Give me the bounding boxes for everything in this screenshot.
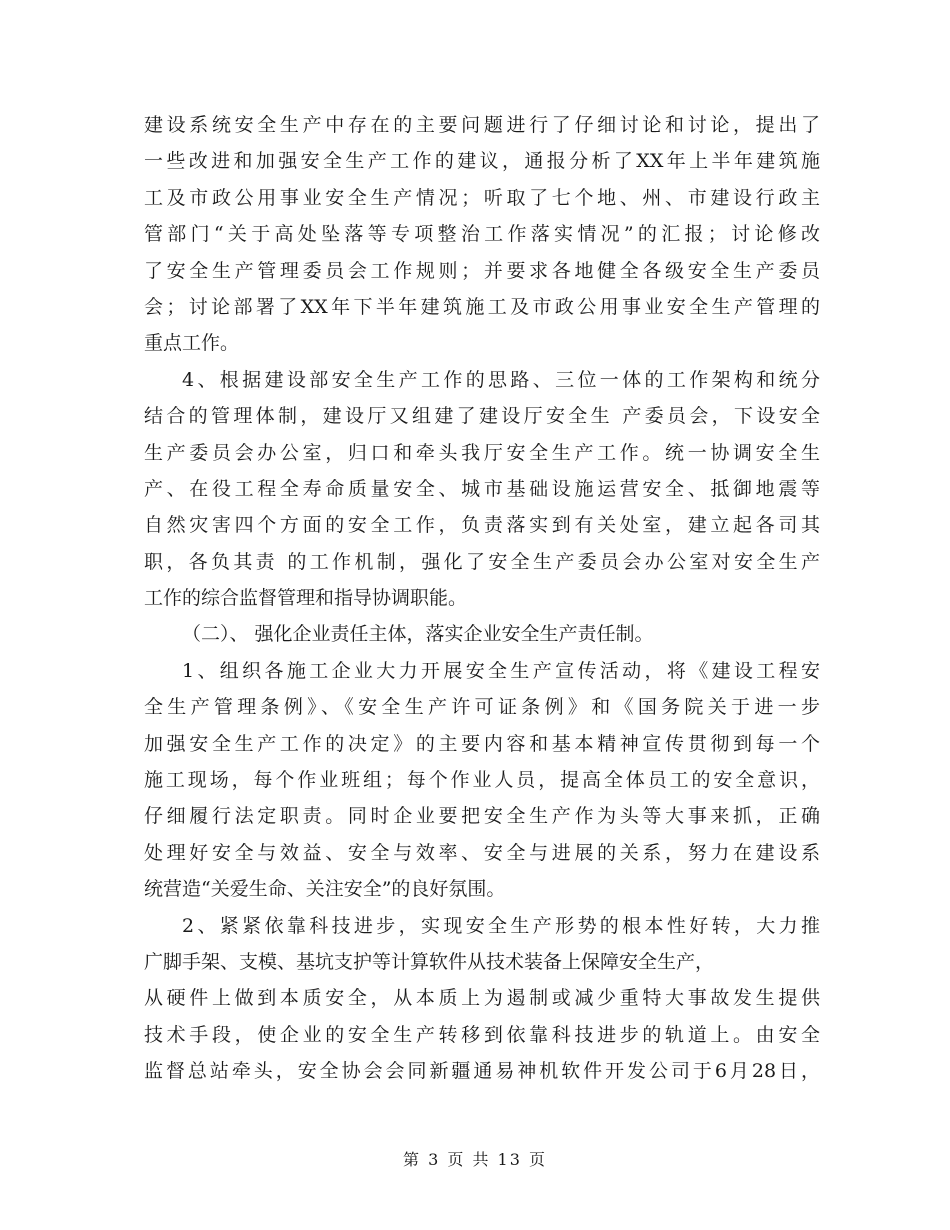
text-line: 监督总站牵头，安全协会会同新疆通易神机软件开发公司于6月28日，: [144, 1060, 820, 1083]
text-line: 重点工作。: [144, 332, 240, 355]
text-line: 全生产管理条例》、《安全生产许可证条例》和《国务院关于进一步: [144, 696, 820, 719]
text-line: 一些改进和加强安全生产工作的建议，通报分析了XX年上半年建筑施: [144, 150, 820, 173]
text-line: 生产委员会办公室，归口和牵头我厅安全生产工作。统一协调安全生: [144, 441, 820, 464]
text-line: 管部门“关于高处坠落等专项整治工作落实情况”的汇报；讨论修改: [144, 223, 820, 246]
text-line: 仔细履行法定职责。同时企业要把安全生产作为头等大事来抓，正确: [144, 805, 820, 828]
text-line: 处理好安全与效益、安全与效率、安全与进展的关系，努力在建设系: [144, 841, 820, 864]
page-footer: 第 3 页 共 13 页: [403, 1150, 547, 1169]
text-line: 建设系统安全生产中存在的主要问题进行了仔细讨论和讨论，提出了: [144, 114, 820, 136]
text-line: 统营造“关爱生命、关注安全”的良好氛围。: [144, 878, 506, 901]
text-line: 工作的综合监督管理和指导协调职能。: [144, 587, 468, 610]
text-line: 了安全生产管理委员会工作规则；并要求各地健全各级安全生产委员: [144, 259, 820, 282]
text-line: 施工现场，每个作业班组；每个作业人员，提高全体员工的安全意识，: [144, 769, 820, 792]
text-line: 4、根据建设部安全生产工作的思路、三位一体的工作架构和统分: [182, 368, 820, 391]
text-line: 从硬件上做到本质安全，从本质上为遏制或减少重特大事故发生提供: [144, 987, 820, 1010]
text-line: 广脚手架、支模、基坑支护等计算软件从技术装备上保障安全生产，: [144, 950, 715, 973]
text-line: （二）、 强化企业责任主体，落实企业安全生产责任制。: [182, 623, 654, 646]
text-line: 职，各负其责 的工作机制，强化了安全生产委员会办公室对安全生产: [144, 550, 820, 573]
text-line: 会；讨论部署了XX年下半年建筑施工及市政公用事业安全生产管理的: [144, 295, 820, 318]
text-line: 结合的管理体制，建设厅又组建了建设厅安全生 产委员会，下设安全: [144, 405, 820, 428]
text-line: 1、组织各施工企业大力开展安全生产宣传活动，将《建设工程安: [182, 659, 820, 682]
text-line: 产、在役工程全寿命质量安全、城市基础设施运营安全、抵御地震等: [144, 477, 820, 500]
body-text: [144, 107, 820, 1090]
text-line: 工及市政公用事业安全生产情况；听取了七个地、州、市建设行政主: [144, 186, 820, 209]
text-line: 技术手段，使企业的安全生产转移到依靠科技进步的轨道上。由安全: [144, 1023, 820, 1046]
text-line: 自然灾害四个方面的安全工作，负责落实到有关处室，建立起各司其: [144, 514, 820, 537]
text-line: 2、紧紧依靠科技进步，实现安全生产形势的根本性好转，大力推: [182, 914, 820, 937]
text-line: 加强安全生产工作的决定》的主要内容和基本精神宣传贯彻到每一个: [144, 732, 820, 755]
